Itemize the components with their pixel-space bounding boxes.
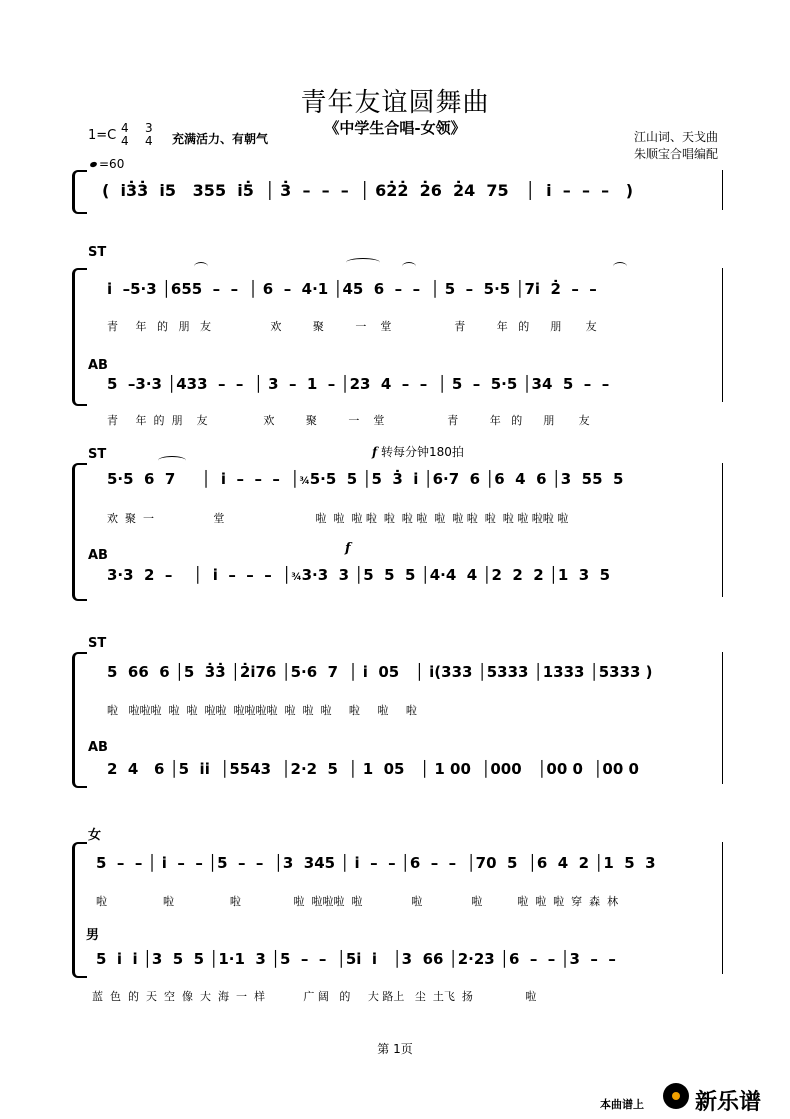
note-icon [89,161,97,168]
dynamic-forte-ab: f [345,541,351,556]
part-label-ab: AB [88,548,108,563]
part-label-st: ST [88,636,107,651]
part-label-male: 男 [86,928,100,943]
time-signature-3-4: 3 4 [145,121,153,148]
credit-lyricist-composer: 江山词、天戈曲 [633,130,718,144]
footer-brand: 新乐谱 [695,1089,762,1115]
tempo-value: =60 [99,157,125,171]
barline-end [722,268,723,402]
ab-notes-1: 5 –3·3 │433 – – │ 3 – 1 – │23 4 – – │ 5 – 5·5 │34 5 – – [107,375,610,393]
slur-mark [402,262,416,271]
ab-notes-3: 2 4 6 │5 ii │5543 │2·2 5 │ 1 05 │ 1 00 │000 │00 0 │00 0 [107,760,639,778]
page-number: 第 1页 [377,1042,413,1056]
ab-notes-2: 3·3 2 – │ i – – – │¾3·3 3 │5 5 5 │4·4 4 │2 2 2 │1 3 5 [107,566,611,584]
system-brace [72,842,87,978]
system-brace [72,170,87,214]
metronome-marking [90,157,124,171]
part-label-st: ST [88,447,107,462]
slur-mark [346,258,380,267]
record-logo-icon [663,1083,689,1109]
system-brace [72,463,87,601]
slur-mark [194,262,208,271]
male-lyrics-4: 蓝 色 的 天 空 像 大 海 一 样 广 阔 的 大 路上 尘 土飞 扬 啦 [92,990,537,1003]
credit-arranger: 朱顺宝合唱编配 [633,147,718,161]
st-lyrics-1: 青 年 的 朋 友 欢 聚 一 堂 青 年 的 朋 友 [107,320,597,333]
intro-notes: ( i3̇3̇ i5 355 i5̇ │ 3̇ – – – │ 62̇2̇ 2̇6 2̇4 75 │ i – – – ) [102,181,634,200]
st-notes-2: 5·5 6 7 │ i – – – │¾5·5 5 │5 3̇ i │6·7 6 │6 4 6 │3 55 5 [107,470,624,488]
st-notes-3: 5 66 6 │5 3̇3̇ │2̇i76 │5·6 7 │ i 05 │ i(333 │5333 │1333 │5333 ) [107,663,653,681]
expression-marking: 充满活力、有朝气 [172,132,269,146]
slur-mark [158,456,186,465]
ab-lyrics-1: 青 年 的 朋 友 欢 聚 一 堂 青 年 的 朋 友 [107,414,590,427]
footer-text: 本曲谱上 [600,1098,644,1111]
tempo-change-text: 转每分钟180拍 [381,445,464,459]
system-brace [72,652,87,788]
male-notes-4: 5 i i │3 5 5 │1·1 3 │5 – – │5i i │3 66 │2·23 │6 – – │3 – – [96,950,616,968]
time-signature-4-4: 4 4 [121,121,129,148]
system-brace [72,268,87,406]
barline-end [722,652,723,784]
part-label-ab: AB [88,358,108,373]
barline-end [722,170,723,210]
female-notes-4: 5 – – │ i – – │5 – – │3 345 │ i – – │6 – – │70 5 │6 4 2 │1 5 3 [96,854,656,872]
dynamic-forte: f [372,445,378,459]
key-signature: 1=C [88,128,117,143]
part-label-female: 女 [88,828,102,843]
song-title: 青年友谊圆舞曲 [300,88,490,118]
part-label-ab: AB [88,740,108,755]
st-notes-1: i –5·3 │655 – – │ 6 – 4·1 │45 6 – – │ 5 – 5·5 │7i 2̇ – – [107,280,597,298]
st-lyrics-2: 欢 聚 一 堂 啦 啦 啦 啦 啦 啦 啦 啦 啦 啦 啦 啦 啦 啦啦 啦 [107,512,569,525]
slur-mark [613,262,627,271]
part-label-st: ST [88,245,107,260]
barline-end [722,842,723,974]
female-lyrics-4: 啦 啦 啦 啦 啦啦啦 啦 啦 啦 啦 啦 啦 穿 森 林 [96,895,619,908]
tempo-change [372,443,464,460]
song-subtitle: 《中学生合唱-女领》 [324,119,466,137]
st-lyrics-3: 啦 啦啦啦 啦 啦 啦啦 啦啦啦啦 啦 啦 啦 啦 啦 啦 [107,704,417,717]
barline-end [722,463,723,597]
